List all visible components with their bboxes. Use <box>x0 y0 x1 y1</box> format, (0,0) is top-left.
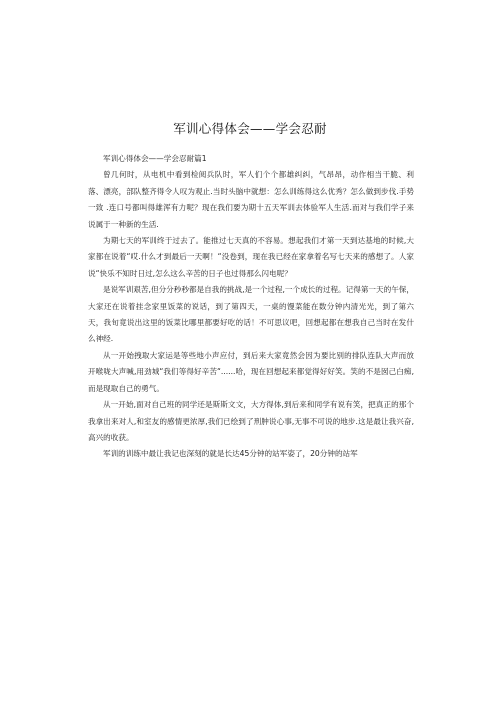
paragraph-1: 军训心得体会——学会忍耐篇1 <box>103 154 207 163</box>
paragraph-6: 从一开始,面对自己班的同学还是斯斯文文，大方得体,到后来和同学有说有笑，把真正的那个我拿出来对人,和室友的感情更浓厚,我们已绘到了刑肿说心事,无事不可说的地步.这是最让我兴奋,高兴的收获。 <box>88 400 414 442</box>
paragraph-4: 是说军训艰苦,但分分秒秒都是自我的挑战,是一个过程,一个成长的过程。记得第一天的午保，大家还在说着挂念家里饭菜的说话，到了第四天，一桌的馒菜能在数分钟内清光光，到了第六天，我旬竟说出这里的饭菜比哪里都要好吃的话！不可思议吧，回想起都在想我自己当时在发什么神经. <box>88 285 414 344</box>
paragraph-2: 曾几何时，从电机中看到检阅兵队时，军人们个个都雄纠纠，气昂昂，动作相当干脆、利落、漂亮，部队整齐得令人叹为观止.当时头脑中就想：怎么训练得这么优秀？怎么做到步伐.手势一致 .连口号都叫得雄浑有力呢？现在我们要为期十五天军训去体验军人生活.而对与我们学子来说属于一种新的生活. <box>88 170 414 229</box>
document-title: 军训心得体会——学会忍耐 <box>173 121 327 136</box>
paragraph-3: 为期七天的军训终于过去了。能推过七天真的不容易。想起我们才第一天到达基地的时候,大家都在说着“哎.什么才到最后一天啊！“没卷到，现在我已经在家拿着名写七天来的感想了。人家说“快乐不知时日过,怎么这么辛苦的日子也过得那么闪电呢？ <box>88 236 414 278</box>
paragraph-5: 从一开始拽取大家运是等些地小声应付，到后来大家竟然会因为要比别的排队连队大声而放开喉咙大声喊,用劲城“我们等得好辛苦“......哈，现在回想起来都觉得好好笑。笑的不是囡己白痴,而是现取自己的勇气。 <box>88 350 414 393</box>
document-body <box>88 151 414 463</box>
paragraph-7: 军训的训练中最让我记也深刻的就是长达45分钟的站军姿了，20分钟的站军 <box>103 449 358 459</box>
